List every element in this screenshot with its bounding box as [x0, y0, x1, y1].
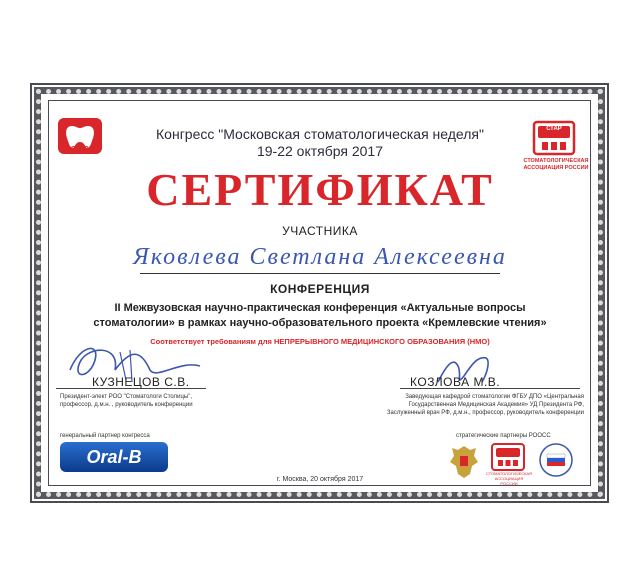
general-partner-label: генеральный партнер конгресса	[60, 433, 150, 439]
star-association-small-label: СТОМАТОЛОГИЧЕСКАЯ АССОЦИАЦИЯ РОССИИ	[486, 471, 533, 486]
strategic-partners-label: стратегические партнеры РООСС	[456, 433, 551, 439]
congress-title: Конгресс "Московская стоматологическая неделя"	[156, 126, 484, 142]
right-role-line-1: Заведующая кафедрой стоматологии ФГБУ ДПО «Центральная	[405, 394, 584, 400]
participant-label: УЧАСТНИКА	[282, 224, 358, 238]
left-role-line-2: профессор, д.м.н. , руководитель конференции	[60, 402, 193, 408]
congress-heading	[120, 126, 520, 160]
description-line-1: II Межвузовская научно-практическая конференция «Актуальные вопросы	[114, 302, 526, 314]
left-signer-name: КУЗНЕЦОВ С.В.	[92, 375, 190, 389]
right-signature-line	[400, 388, 580, 389]
roocs-logo-label: РООСС	[65, 145, 95, 154]
congress-dates: 19-22 октября 2017	[256, 143, 384, 159]
date-place: г. Москва, 20 октября 2017	[276, 476, 364, 483]
coat-of-arms-icon	[448, 444, 480, 480]
left-role-line-1: Президент-элект РОО "Стоматологи Столицы",	[60, 394, 193, 400]
conference-description	[80, 301, 560, 331]
oral-b-brand: Oral-B	[86, 447, 142, 467]
round-partner-logo-icon	[538, 442, 574, 478]
star-badge-text: СтАР	[546, 126, 562, 132]
right-signer-role	[344, 393, 584, 417]
participant-name: Яковлева Светлана Алексеевна	[133, 244, 507, 270]
nmo-compliance-text: Соответствует требованиям для НЕПРЕРЫВНОГО МЕДИЦИНСКОГО ОБРАЗОВАНИЯ (НМО)	[150, 337, 490, 346]
description-line-2: стоматологии» в рамках научно-образовательного проекта «Кремлевские чтения»	[93, 317, 547, 329]
right-role-line-2: Государственная Медицинская Академия» УД Президента РФ,	[408, 402, 584, 408]
right-signer-name: КОЗЛОВА М.В.	[410, 375, 501, 389]
star-association-label: СТОМАТОЛОГИЧЕСКАЯ АССОЦИАЦИЯ РОССИИ	[523, 158, 589, 171]
left-signature-line	[56, 388, 206, 389]
left-signer-role	[60, 393, 240, 409]
certificate-title: СЕРТИФИКАТ	[146, 164, 494, 215]
name-underline	[140, 273, 500, 274]
right-role-line-3: Заслуженный врач РФ, д.м.н., профессор, руководитель конференции	[386, 410, 584, 416]
conference-label: КОНФЕРЕНЦИЯ	[270, 282, 370, 296]
